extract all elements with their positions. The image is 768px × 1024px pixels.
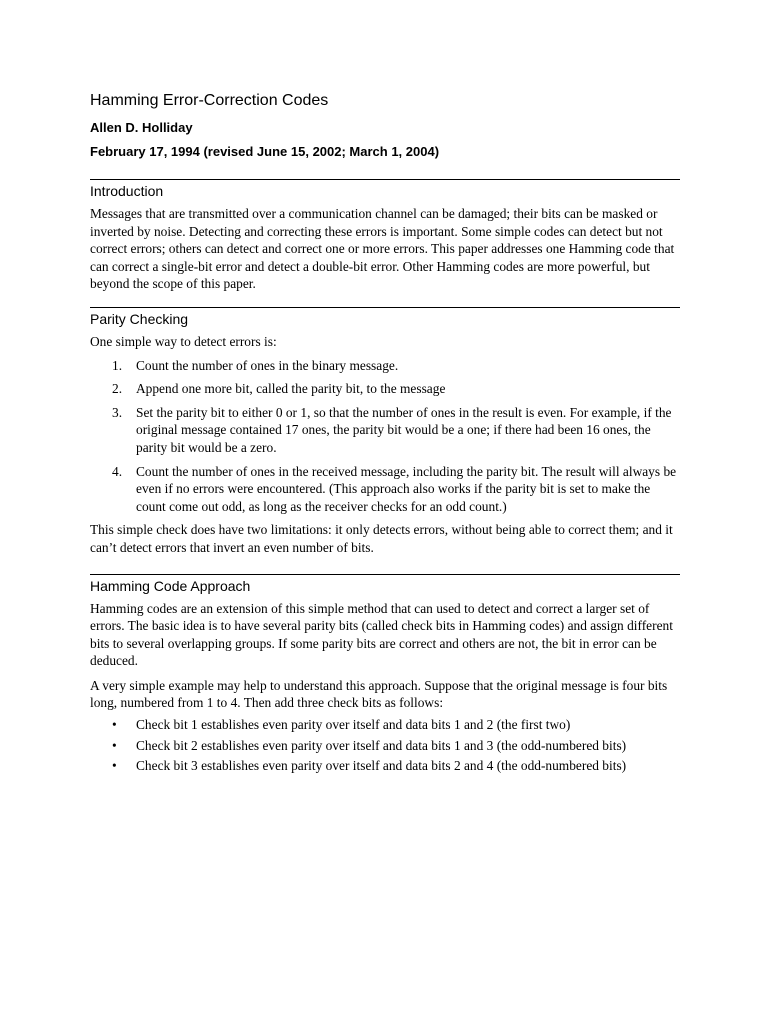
bullet-marker: • xyxy=(112,717,117,733)
section-hamming-code-approach xyxy=(90,574,680,775)
numbered-list xyxy=(90,357,680,516)
section-divider xyxy=(90,179,680,180)
list-item-text: Check bit 1 establishes even parity over itself and data bits 1 and 2 (the first two) xyxy=(136,717,571,733)
paragraph: A very simple example may help to understand this approach. Suppose that the original message is four bits long, numbered from 1 to 4. Then add three check bits as follows: xyxy=(90,677,668,711)
paragraph: This simple check does have two limitations: it only detects errors, without being able to correct them; and it can’t detect errors that invert an even number of bits. xyxy=(90,522,673,555)
list-item xyxy=(90,716,680,734)
list-marker: 4. xyxy=(112,463,123,479)
section-parity-checking xyxy=(90,307,680,557)
list-marker: 3. xyxy=(112,404,123,420)
document-page xyxy=(90,90,680,778)
list-item xyxy=(90,357,680,375)
paragraph: One simple way to detect errors is: xyxy=(90,333,277,349)
list-item xyxy=(90,737,680,755)
bullet-marker: • xyxy=(112,758,117,774)
list-item-text: Check bit 3 establishes even parity over itself and data bits 2 and 4 (the odd-numbered bits) xyxy=(136,758,627,774)
list-item xyxy=(90,404,680,457)
section-divider xyxy=(90,307,680,308)
list-item-text: Check bit 2 establishes even parity over itself and data bits 1 and 3 (the odd-numbered bits) xyxy=(136,737,627,753)
paragraph: Hamming codes are an extension of this simple method that can used to detect and correct a larger set of errors. The basic idea is to have several parity bits (called check bits in Hamming codes) and assign different bits to several overlapping groups. If some parity bits are correct and others are not, the bit in error can be deduced. xyxy=(90,600,673,669)
list-marker: 2. xyxy=(112,381,123,397)
bullet-list xyxy=(90,716,680,775)
paragraph: Messages that are transmitted over a communication channel can be damaged; their bits can be masked or inverted by noise. Detecting and correcting these errors is important. Some simple codes can detect but not correct errors; others can detect and correct one or more errors. This paper addresses one Hamming code that can correct a single-bit error and detect a double-bit error. Other Hamming codes are more powerful, but beyond the scope of this paper. xyxy=(90,206,675,292)
section-heading: Parity Checking xyxy=(90,310,189,327)
list-item-text: Append one more bit, called the parity bit, to the message xyxy=(136,381,446,397)
bullet-marker: • xyxy=(112,737,117,753)
section-divider xyxy=(90,574,680,575)
list-item-text: Count the number of ones in the binary message. xyxy=(136,357,399,373)
document-author: Allen D. Holliday xyxy=(90,120,193,135)
document-date: February 17, 1994 (revised June 15, 2002; March 1, 2004) xyxy=(90,144,440,159)
section-heading: Hamming Code Approach xyxy=(90,577,251,594)
list-marker: 1. xyxy=(112,357,123,373)
list-item xyxy=(90,463,680,516)
list-item-text: Set the parity bit to either 0 or 1, so that the number of ones in the result is even. For example, if the original message contained 17 ones, the parity bit would be a one; if there had been 16 ones, the parity bit would be a zero. xyxy=(136,404,672,455)
list-item xyxy=(90,380,680,398)
list-item-text: Count the number of ones in the received message, including the parity bit. The result will always be even if no errors were encountered. (This approach also works if the parity bit is set to make the count come out odd, as long as the receiver checks for an odd count.) xyxy=(136,463,677,514)
section-introduction xyxy=(90,179,680,293)
document-title: Hamming Error-Correction Codes xyxy=(90,92,329,109)
list-item xyxy=(90,757,680,775)
section-heading: Introduction xyxy=(90,183,164,199)
